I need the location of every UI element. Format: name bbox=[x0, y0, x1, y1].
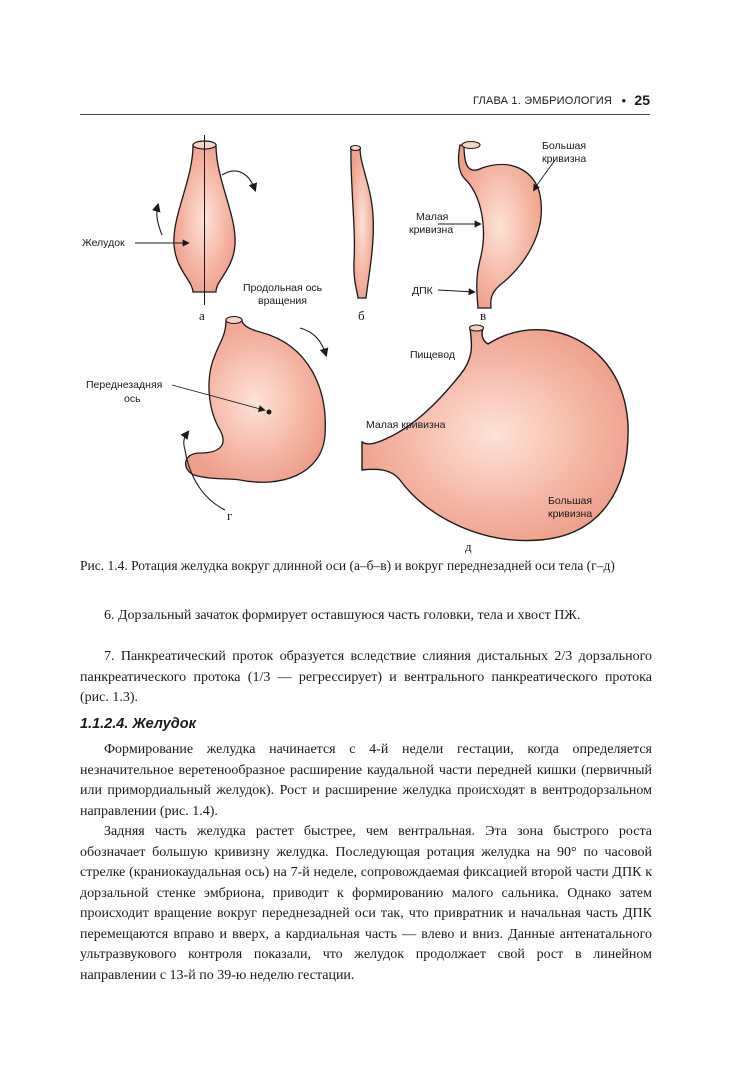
paragraph-6 bbox=[80, 606, 652, 627]
label-malaya-c-1: Малая bbox=[416, 211, 449, 223]
label-pishchevod: Пищевод bbox=[410, 349, 455, 361]
label-bolshaya-c-2: кривизна bbox=[542, 153, 587, 165]
figure-stomach-rotation bbox=[60, 120, 680, 560]
figure-caption bbox=[80, 556, 652, 576]
paragraph-back bbox=[80, 822, 652, 986]
label-prodolnaya-1: Продольная ось bbox=[243, 282, 323, 294]
label-zheludok: Желудок bbox=[82, 237, 125, 249]
running-head bbox=[80, 92, 650, 115]
figure-svg bbox=[60, 120, 680, 560]
chapter-title: ГЛАВА 1. ЭМБРИОЛОГИЯ bbox=[472, 95, 612, 107]
label-perednezad-1: Переднезадняя bbox=[86, 379, 163, 391]
label-bolshaya-d-2: кривизна bbox=[548, 508, 593, 520]
stomach-stage-g bbox=[172, 317, 326, 511]
label-perednezad-2: ось bbox=[124, 393, 141, 405]
stomach-stage-b bbox=[351, 146, 374, 299]
label-dpk: ДПК bbox=[412, 285, 433, 297]
stomach-stage-a bbox=[135, 135, 255, 305]
paragraph-7 bbox=[80, 647, 652, 709]
stomach-stage-c bbox=[438, 142, 555, 309]
label-malaya-c-2: кривизна bbox=[409, 224, 454, 236]
page-number: 25 bbox=[634, 92, 650, 108]
caption-label: Рис. 1.4 bbox=[80, 558, 125, 573]
label-prodolnaya-2: вращения bbox=[258, 295, 307, 307]
paragraph-6-text: 6. Дорзальный зачаток формирует оставшуюся часть головки, тела и хвост ПЖ. bbox=[104, 608, 581, 623]
paragraph-back-text: Задняя часть желудка растет быстрее, чем вентральная. Эта зона быстрого роста обозначает большую кривизну желудка. Последующая ротация желудка на 90° по часовой стрелке (краниокаудальная ось) на 7-й неделе, сопровождаемая фиксацией второй части ДПК к дорзальной стенке эмбриона, приводит к формированию малого сальника. Однако затем происходит вращение вокруг переднезадней оси так, что привратник и начальная часть ДПК перемещаются вправо и вверх, а кардиальная часть — влево и вниз. Данные антенатального ультразвукового контроля показали, что желудок продолжает свой рост в линейном направлении с 13-й по 39-ю неделю гестации. bbox=[80, 824, 652, 983]
paragraph-7-text: 7. Панкреатический проток образуется вследствие слияния дистальных 2/3 дорзального панкреатического протока (1/3 — регрессирует) и вентрального панкреатического протока (рис. 1.3). bbox=[80, 649, 652, 705]
paragraph-formation bbox=[80, 740, 652, 822]
label-bolshaya-d-1: Большая bbox=[548, 495, 593, 507]
header-bullet: • bbox=[621, 93, 626, 108]
label-malaya-d: Малая кривизна bbox=[366, 419, 446, 431]
letter-v: в bbox=[480, 308, 487, 323]
letter-b: б bbox=[358, 308, 365, 323]
letter-d: д bbox=[465, 539, 472, 554]
label-bolshaya-c-1: Большая bbox=[542, 140, 587, 152]
caption-text: . Ротация желудка вокруг длинной оси (а–б–в) и вокруг переднезадней оси тела (г–д) bbox=[124, 558, 615, 573]
section-heading: 1.1.2.4. Желудок bbox=[80, 716, 196, 732]
paragraph-formation-text: Формирование желудка начинается с 4-й недели гестации, когда определяется незначительное веретенообразное расширение каудальной части передней кишки (первичный или примордиальный желудок). Рост и расширение желудка происходят в вентродорзальном направлении (рис. 1.4). bbox=[80, 742, 652, 819]
letter-a: а bbox=[199, 308, 205, 323]
letter-g: г bbox=[227, 508, 233, 523]
